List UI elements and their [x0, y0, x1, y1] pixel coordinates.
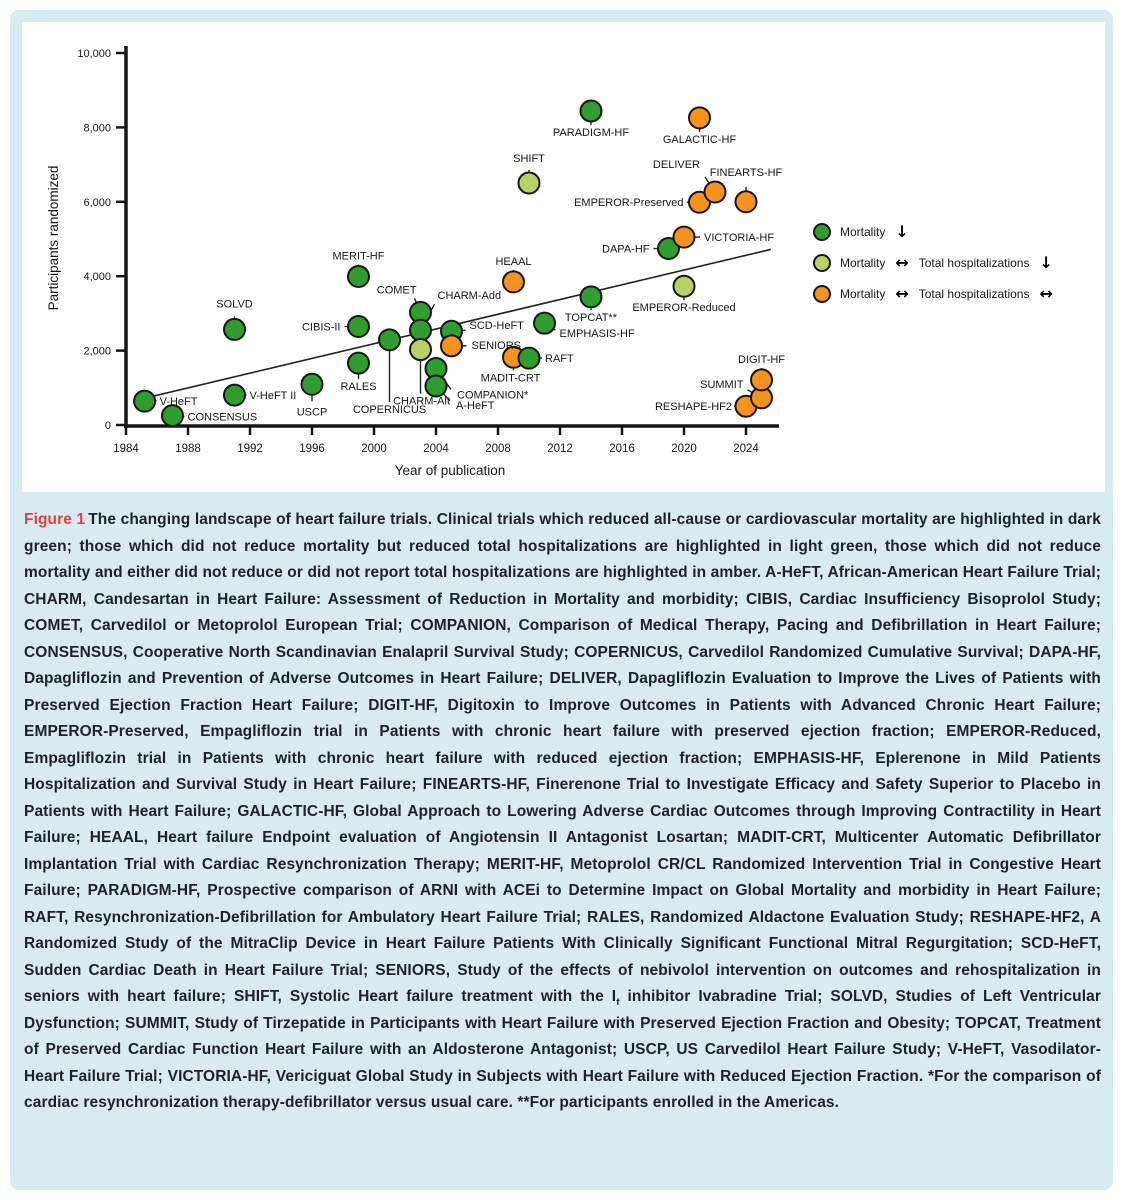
- data-point-RAFT: [519, 348, 540, 369]
- data-point-label: FINEARTS-HF: [709, 166, 783, 179]
- data-point-DIGIT-HF: [751, 369, 772, 390]
- arrow-down-icon: ↓: [895, 221, 909, 241]
- legend-label: Mortality: [840, 286, 886, 301]
- data-point-CHARM-Add: [410, 320, 431, 341]
- data-point-label: SHIFT: [513, 153, 545, 166]
- data-point-PARADIGM-HF: [581, 100, 602, 121]
- arrow-leftright-icon: ↔: [895, 283, 909, 303]
- data-point-label: CIBIS-II: [301, 321, 341, 334]
- chart-legend: [813, 216, 1054, 309]
- caption-text-end: inhibitor Ivabradine Trial; SOLVD, Studies of Left Ventricular Dysfunction; SUMMIT, Study of Tirzepatide in Participants with Heart Failure with Preserved Ejection Fraction and Obesity; TOPCAT, Treatment of Preserved Cardiac Function Heart Failure with an Aldosterone Antagonist; USCP, US Carvedilol Heart Failure Study; V-HeFT, Vasodilator-Heart Failure Trial; VICTORIA-HF, Vericiguat Global Study in Subjects with Heart Failure with Reduced Ejection Fraction. *For the comparison of cardiac resynchronization therapy-defibrillator versus usual care. **For participants enrolled in the Americas.: [24, 988, 1101, 1111]
- data-point-label: TOPCAT**: [564, 311, 618, 324]
- data-point-V-HeFT II: [224, 385, 245, 406]
- x-axis-title: Year of publication: [394, 463, 506, 478]
- legend-label: Mortality: [840, 224, 886, 239]
- data-point-label: COMPANION*: [457, 389, 529, 402]
- data-point-COPERNICUS: [379, 329, 400, 350]
- legend-label: Total hospitalizations: [918, 286, 1030, 301]
- legend-swatch-light-green: [813, 254, 831, 272]
- data-point-label: SOLVD: [216, 298, 253, 311]
- data-point-CONSENSUS: [162, 405, 183, 426]
- arrow-down-icon: ↓: [1039, 252, 1053, 272]
- data-point-label: COMET: [376, 284, 417, 297]
- data-point-label: USCP: [296, 406, 328, 419]
- data-point-RALES: [348, 353, 369, 374]
- data-point-EMPEROR-Reduced: [674, 276, 695, 297]
- data-point-label: CHARM-Add: [437, 290, 502, 303]
- x-tick-label: 2012: [547, 443, 573, 455]
- data-point-label: EMPEROR-Preserved: [574, 197, 684, 210]
- data-point-GALACTIC-HF: [689, 107, 710, 128]
- data-point-DELIVER: [705, 182, 726, 203]
- figure-panel: [10, 10, 1113, 1190]
- legend-swatch-amber: [813, 285, 831, 303]
- x-tick-label: 1992: [237, 443, 263, 455]
- caption-text: The changing landscape of heart failure trials. Clinical trials which reduced all-cause or cardiovascular mortality are highlighted in dark green; those which did not reduce mortality but reduced total hospitalizations are highlighted in light green, those which did not reduce mortality and either did not reduce or did not report total hospitalizations are highlighted in amber. A-HeFT, African-American Heart Failure Trial; CHARM, Candesartan in Heart Failure: Assessment of Reduction in Mortality and morbidity; CIBIS, Cardiac Insufficiency Bisoprolol Study; COMET, Carvedilol or Metoprolol European Trial; COMPANION, Comparison of Medical Therapy, Pacing and Defibrillation in Heart Failure; CONSENSUS, Cooperative North Scandinavian Enalapril Survival Study; COPERNICUS, Carvedilol Randomized Cumulative Survival; DAPA-HF, Dapagliflozin and Prevention of Adverse Outcomes in Heart Failure; DELIVER, Dapagliflozin Evaluation to Improve the Lives of Patients with Preserved Ejection Fraction Heart Failure; DIGIT-HF, Digitoxin to Improve Outcomes in Patients with Advanced Chronic Heart Failure; EMPEROR-Preserved, Empagliflozin trial in Patients with chronic heart failure with preserved ejection fraction; EMPEROR-Reduced, Empagliflozin trial in Patients with chronic heart failure with reduced ejection fraction; EMPHASIS-HF, Eplerenone in Mild Patients Hospitalization and Survival Study in Heart Failure; FINEARTS-HF, Finerenone Trial to Investigate Efficacy and Safety Superior to Placebo in Patients with Heart Failure; GALACTIC-HF, Global Approach to Lowering Adverse Cardiac Outcomes through Improving Contractility in Heart Failure; HEAAL, Heart failure Endpoint evaluation of Angiotensin II Antagonist Losartan; MADIT-CRT, Multicenter Automatic Defibrillator Implantation Trial with Cardiac Resynchronization Therapy; MERIT-HF, Metoprolol CR/CL Randomized Intervention Trial in Congestive Heart Failure; PARADIGM-HF, Prospective comparison of ARNI with ACEi to Determine Impact on Global Mortality and morbidity in Heart Failure; RAFT, Resynchronization-Defibrillation for Ambulatory Heart Failure Trial; RALES, Randomized Aldactone Evaluation Study; RESHAPE-HF2, A Randomized Study of the MitraClip Device in Heart Failure Patients With Clinically Significant Functional Mitral Regurgitation; SCD-HeFT, Sudden Cardiac Death in Heart Failure Trial; SENIORS, Study of the effects of nebivolol intervention on outcomes and rehospitalization in seniors with heart failure; SHIFT, Systolic Heart failure treatment with the I: [24, 511, 1101, 1005]
- data-point-label: HEAAL: [495, 255, 532, 268]
- x-tick-label: 2016: [609, 443, 635, 455]
- data-point-label: RESHAPE-HF2: [654, 401, 732, 414]
- arrow-leftright-icon: ↔: [895, 252, 909, 272]
- x-tick-label: 1996: [299, 443, 325, 455]
- data-point-SENIORS: [441, 335, 462, 356]
- data-point-VICTORIA-HF: [674, 227, 695, 248]
- legend-label: Mortality: [840, 255, 886, 270]
- legend-swatch-dark-green: [813, 223, 831, 241]
- data-point-SHIFT: [519, 173, 540, 194]
- data-point-CIBIS-II: [348, 316, 369, 337]
- x-tick-label: 1984: [113, 443, 139, 455]
- figure-caption: [24, 507, 1101, 1117]
- data-point-label: V-HeFT II: [249, 390, 297, 403]
- data-point-label: EMPEROR-Reduced: [632, 302, 736, 315]
- data-point-label: RALES: [340, 381, 377, 394]
- x-tick-label: 2000: [361, 443, 387, 455]
- y-tick-label: 6,000: [83, 196, 111, 209]
- data-point-label: SENIORS: [471, 339, 522, 352]
- data-point-SOLVD: [224, 319, 245, 340]
- data-point-FINEARTS-HF: [736, 191, 757, 212]
- y-tick-label: 2,000: [83, 345, 111, 358]
- data-point-label: SCD-HeFT: [469, 320, 524, 333]
- data-point-label: CHARM-Alt: [393, 395, 450, 408]
- data-point-label: COPERNICUS: [352, 403, 427, 416]
- x-tick-label: 2004: [423, 443, 449, 455]
- x-tick-label: 2024: [733, 443, 759, 455]
- legend-label: Total hospitalizations: [918, 255, 1030, 270]
- data-point-label: SUMMIT: [700, 378, 744, 391]
- data-point-label: CONSENSUS: [187, 411, 258, 424]
- data-point-HEAAL: [503, 271, 524, 292]
- data-point-label: EMPHASIS-HF: [559, 328, 635, 341]
- data-point-CHARM-Alt: [410, 339, 431, 360]
- data-point-label: DELIVER: [652, 159, 700, 172]
- figure-label: Figure 1: [24, 511, 86, 528]
- legend-row-hosp-down: [813, 247, 1054, 278]
- y-tick-label: 10,000: [77, 48, 111, 60]
- data-point-label: DIGIT-HF: [737, 353, 786, 366]
- y-tick-label: 8,000: [83, 122, 111, 135]
- x-tick-label: 2008: [485, 443, 511, 455]
- data-point-TOPCAT: [581, 286, 602, 307]
- x-tick-label: 1988: [175, 443, 201, 455]
- data-point-USCP: [302, 374, 323, 395]
- data-point-label: PARADIGM-HF: [552, 126, 630, 139]
- legend-row-hosp-neutral: [813, 278, 1054, 309]
- caption-subscript: f: [616, 997, 620, 1009]
- data-point-label: MADIT-CRT: [480, 372, 541, 385]
- data-point-label: VICTORIA-HF: [704, 232, 775, 245]
- y-tick-label: 0: [104, 420, 111, 432]
- y-tick-label: 4,000: [83, 271, 111, 284]
- data-point-label: A-HeFT: [456, 399, 495, 412]
- y-axis-title: Participants randomized: [46, 165, 61, 311]
- data-point-label: RAFT: [545, 353, 574, 366]
- data-point-label: MERIT-HF: [332, 250, 385, 263]
- chart-card: [22, 22, 1105, 492]
- data-point-V-HeFT: [134, 391, 155, 412]
- data-point-label: V-HeFT: [159, 396, 198, 409]
- x-tick-label: 2020: [671, 443, 697, 455]
- data-point-label: GALACTIC-HF: [662, 133, 737, 146]
- data-point-label: DAPA-HF: [602, 243, 650, 256]
- data-point-A-HeFT: [426, 375, 447, 396]
- data-point-MERIT-HF: [348, 266, 369, 287]
- data-point-EMPHASIS-HF: [534, 313, 555, 334]
- legend-row-mortality-down: [813, 216, 1054, 247]
- arrow-leftright-icon: ↔: [1039, 283, 1053, 303]
